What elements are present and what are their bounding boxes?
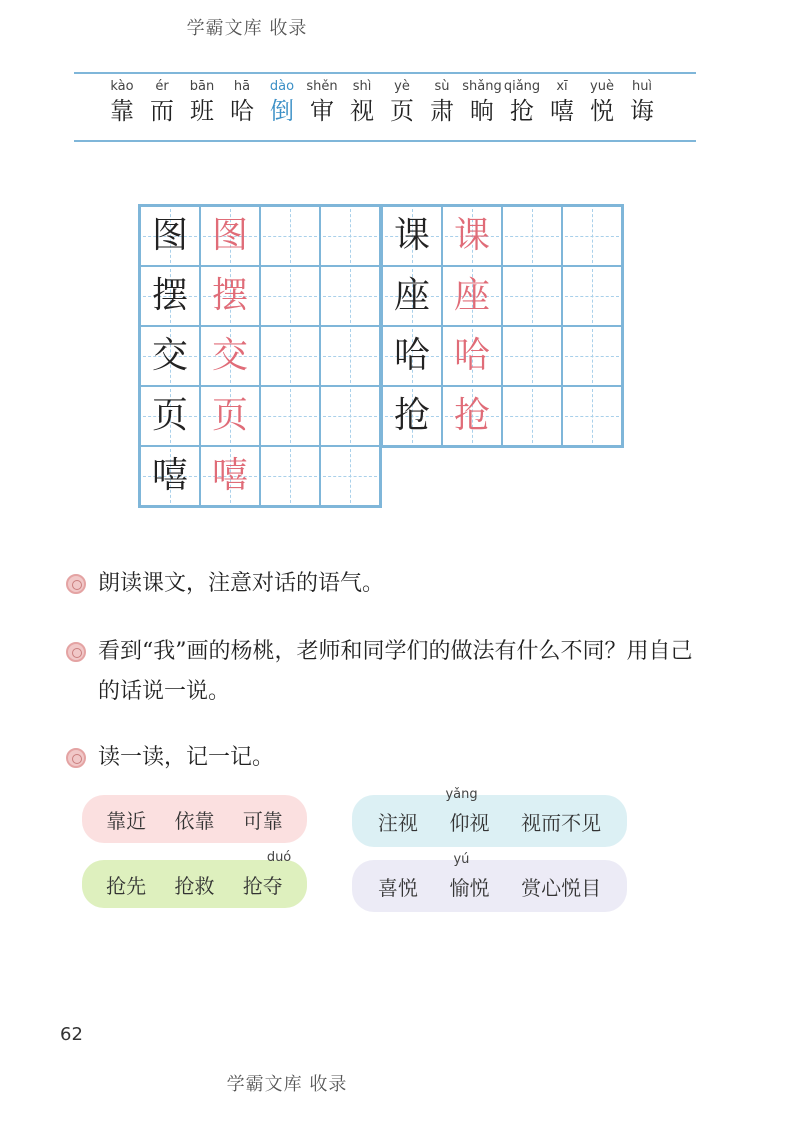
grid-cell: [260, 446, 320, 506]
exercise-3: [66, 738, 708, 778]
trace-character: 摆: [211, 275, 248, 316]
vocab-item: huì 诲: [630, 79, 654, 125]
grid-cell: [320, 446, 380, 506]
trace-character: 课: [453, 215, 490, 256]
grid-cell: [320, 266, 380, 326]
grid-cell: [320, 206, 380, 266]
watermark-bottom: 学霸文库 收录: [226, 1074, 348, 1095]
pinyin-annotation: duó: [266, 849, 292, 865]
grid-cell: [320, 326, 380, 386]
word: 注视: [377, 810, 418, 835]
trace-character: 抢: [453, 395, 490, 436]
trace-character: 哈: [453, 335, 490, 376]
vocab-item: shěn 审: [306, 79, 338, 125]
writing-grid-left: [138, 204, 382, 508]
vocab-item-highlighted: dào 倒: [269, 79, 295, 125]
vocabulary-row: [102, 78, 662, 126]
grid-cell: [502, 326, 562, 386]
word: yú 愉悦: [449, 851, 490, 900]
word: 赏心悦目: [521, 875, 602, 900]
trace-character: 页: [211, 395, 248, 436]
pinyin-annotation: yú: [453, 851, 470, 867]
grid-cell: [200, 206, 260, 266]
grid-cell: [200, 326, 260, 386]
vocab-item: kào 靠: [110, 79, 134, 125]
grid-cell: [502, 266, 562, 326]
word: 喜悦: [377, 875, 418, 900]
vocab-item: ér 而: [150, 79, 174, 125]
model-character: 交: [151, 335, 188, 376]
model-character: 页: [151, 395, 188, 436]
word: 靠近: [106, 808, 147, 833]
exercise-text: 读一读，记一记。: [98, 745, 275, 770]
model-character: 嘻: [151, 455, 188, 496]
grid-cell: [562, 206, 622, 266]
vocab-item: yè 页: [390, 79, 414, 125]
grid-cell: [200, 386, 260, 446]
grid-cell: [200, 446, 260, 506]
exercise-bullet-icon: [66, 642, 86, 662]
vocab-item: bān 班: [189, 79, 215, 125]
word: 抢救: [174, 873, 215, 898]
writing-grid-right: [380, 204, 624, 448]
grid-cell: [320, 386, 380, 446]
grid-cell: [260, 206, 320, 266]
trace-character: 座: [453, 275, 490, 316]
grid-cell: [260, 266, 320, 326]
grid-cell: [260, 386, 320, 446]
model-character: 座: [393, 275, 430, 316]
exercise-1: [66, 564, 708, 604]
page-number: 62: [60, 1024, 83, 1045]
grid-cell: [502, 386, 562, 446]
vocab-item: sù 肃: [430, 79, 454, 125]
model-character: 抢: [393, 395, 430, 436]
vocab-item: shì 视: [350, 79, 374, 125]
grid-cell: [442, 266, 502, 326]
grid-cell: [442, 206, 502, 266]
word: 抢先: [106, 873, 147, 898]
vocab-item: xī 嘻: [550, 79, 574, 125]
grid-cell: [140, 206, 200, 266]
model-character: 图: [151, 215, 188, 256]
model-character: 课: [393, 215, 430, 256]
grid-cell: [502, 206, 562, 266]
word: 可靠: [242, 808, 283, 833]
grid-cell: [382, 266, 442, 326]
vocab-item: hā 哈: [230, 79, 254, 125]
model-character: 摆: [151, 275, 188, 316]
watermark-top: 学霸文库 收录: [186, 18, 308, 39]
grid-cell: [200, 266, 260, 326]
grid-cell: [260, 326, 320, 386]
word: 依靠: [174, 808, 215, 833]
grid-cell: [442, 326, 502, 386]
grid-cell: [562, 326, 622, 386]
trace-character: 嘻: [211, 455, 248, 496]
vocab-item: qiǎng 抢: [503, 79, 541, 125]
word: duó 抢夺: [242, 849, 292, 898]
word-group-purple: [352, 851, 627, 912]
exercise-text: 看到“我”画的杨桃，老师和同学们的做法有什么不同？用自己的话说一说。: [98, 639, 693, 704]
model-character: 哈: [393, 335, 430, 376]
grid-cell: [562, 386, 622, 446]
grid-cell: [382, 206, 442, 266]
vocab-item: shǎng 晌: [462, 79, 502, 125]
grid-cell: [382, 326, 442, 386]
trace-character: 图: [211, 215, 248, 256]
exercise-2: [66, 632, 698, 712]
grid-cell: [140, 266, 200, 326]
exercise-bullet-icon: [66, 574, 86, 594]
trace-character: 交: [211, 335, 248, 376]
word-group-green: [82, 849, 307, 908]
exercise-text: 朗读课文，注意对话的语气。: [98, 571, 385, 596]
word: yǎng 仰视: [445, 786, 490, 835]
grid-cell: [562, 266, 622, 326]
word-group-pink: [82, 795, 307, 843]
word-group-blue: [352, 786, 627, 847]
vocab-item: yuè 悦: [590, 79, 614, 125]
grid-cell: [382, 386, 442, 446]
grid-cell: [140, 326, 200, 386]
grid-cell: [442, 386, 502, 446]
word: 视而不见: [521, 810, 602, 835]
pinyin-annotation: yǎng: [445, 786, 478, 802]
exercise-bullet-icon: [66, 748, 86, 768]
grid-cell: [140, 386, 200, 446]
grid-cell: [140, 446, 200, 506]
